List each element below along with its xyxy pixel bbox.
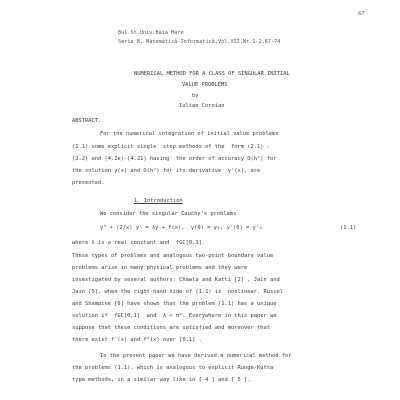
body-line: investigated by several authors: Chawla and Katti [2] , Jain and <box>72 277 280 283</box>
journal-line-2: Seria B, Matematică-Informatică,Vol.VII,Nr.1-2,67-74 <box>118 39 281 45</box>
abstract-line: For the numerical integration of initial value problems <box>100 131 279 137</box>
body-line: Jain [5], when the right-hand side of (1.1) is nonlinear. Russel <box>72 289 283 295</box>
abstract-line: presented. <box>72 180 105 186</box>
paper-title-line-1: NUMERICAL METHOD FOR A CLASS OF SINGULAR INITIAL <box>134 71 290 77</box>
body-line: These types of problems and analogous two-point boundary value <box>72 253 274 259</box>
body-line: and Shampine [6] have shown that the problem (1.1) has a unique <box>72 301 277 307</box>
body-line: solution if f∈C[0,1] and λ < π². Everywhere in this paper we <box>72 313 277 319</box>
abstract-line: (1.1) some explicit single step methods of the form (2.1) - <box>72 144 270 150</box>
body-line: where λ is a real constant and f∈C[0,1]. <box>72 240 206 246</box>
abstract-line: the solution y(x) and O(h⁴) for its derivative y'(x), are <box>72 168 261 174</box>
section-heading: 1. Introduction <box>134 198 183 204</box>
body-line: problems arise in many physical problems and they were <box>72 265 248 271</box>
equation-1-1: y" + (2/x) y' = λy + f(x), y(0) = y₀, y'(0) = y'₀ <box>100 225 263 231</box>
abstract-heading: ABSTRACT. <box>72 118 102 124</box>
author-name: Iulian Coroian <box>179 103 225 109</box>
body-line: there exist f'(x) and f"(x) over [0,1] . <box>72 337 202 343</box>
intro-sentence: We consider the singular Cauchy's problems <box>100 211 237 217</box>
body-line: suppose that these conditions are satisfied and moreover that <box>72 325 270 331</box>
equation-number: (1.1) <box>340 225 357 231</box>
byline: by <box>192 93 199 99</box>
body-line: type methods, in a similar way like in [ 4 ] and [ 5 ]. <box>72 377 251 383</box>
body-line: the problems (1.1), which is analogous to explicit Runge-Kutta <box>72 365 274 371</box>
journal-line-1: Bul.St.Univ.Baia Mare <box>118 30 184 36</box>
paper-title-line-2: VALUE PROBLEMS <box>182 82 228 88</box>
abstract-line: (2.2) and (4.2e)-(4.21) having the order of accuracy O(h⁵) for <box>72 156 277 162</box>
body-line: In the present paper we have derived a numerical method for <box>100 353 292 359</box>
page-number: 67 <box>358 11 365 17</box>
